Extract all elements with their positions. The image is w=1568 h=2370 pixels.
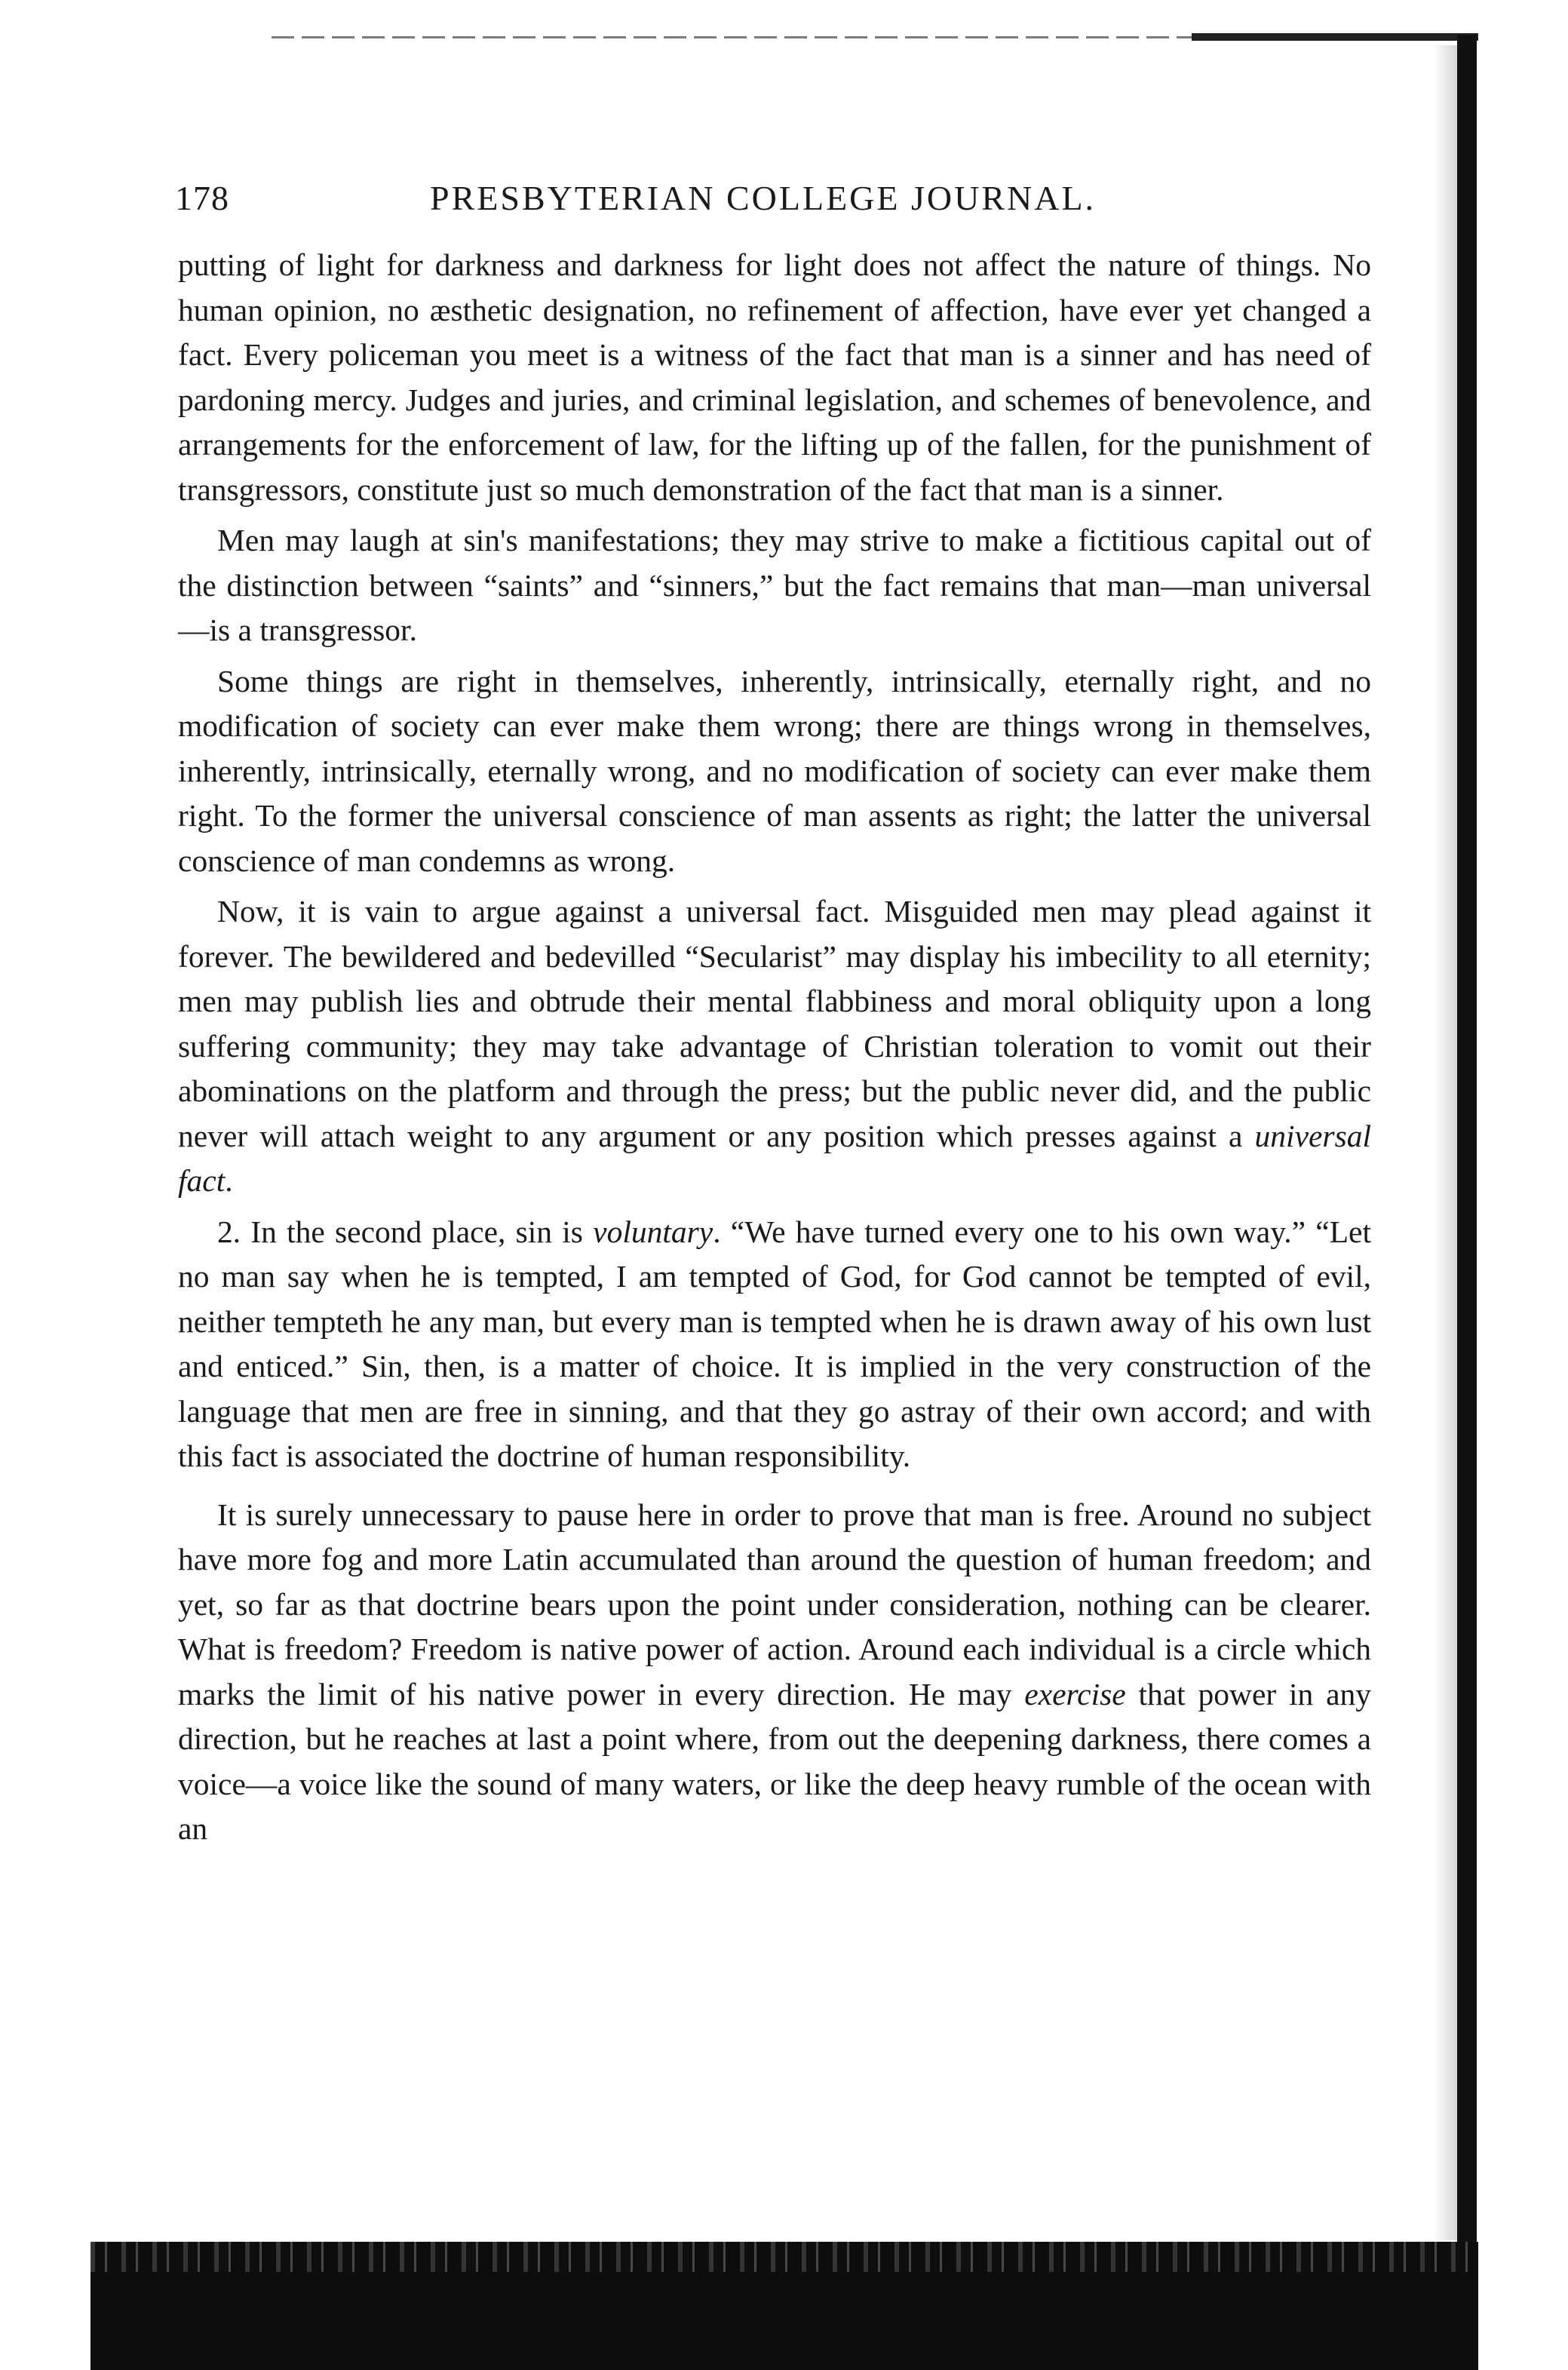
running-header [175, 178, 1442, 223]
paragraph-text: . [225, 1163, 233, 1198]
article-body [178, 243, 1371, 1852]
paragraph [178, 659, 1371, 884]
emphasis-text: voluntary [593, 1214, 713, 1249]
emphasis-text: exercise [1024, 1676, 1126, 1711]
paragraph [178, 518, 1371, 653]
scan-top-edge-shadow [1192, 33, 1478, 41]
paragraph-text: Men may laugh at sin's manifestations; they may strive to make a fictitious capital out of the distinction between “saints” and “sinners,” but the fact remains that man—man universal—is a transgressor. [178, 523, 1371, 647]
scan-right-edge-bar [1457, 35, 1477, 2245]
paragraph-text: . “We have turned every one to his own way.” “Let no man say when he is tempted, I am tempted of God, for God cannot be tempted of evil, neither tempteth he any man, but every man is tempted when he is drawn away of his own lust and enticed.” Sin, then, is a matter of choice. It is implied in the very construction of the language that men are free in sinning, and that they go astray of their own accord; and with this fact is associated the doctrine of human responsibility. [178, 1214, 1371, 1473]
paragraph [178, 1493, 1371, 1852]
paragraph-text: It is surely unnecessary to pause here in order to prove that man is free. Around no subject have more fog and more Latin accumulated than around the question of human freedom; and yet, so far as that doctrine bears upon the point under consideration, nothing can be clearer. What is freedom? Freedom is native power of action. Around each individual is a circle which marks the limit of his native power in every direction. He may [178, 1497, 1371, 1711]
running-head-title: PRESBYTERIAN COLLEGE JOURNAL. [430, 179, 1097, 217]
paragraph-numbered-point [178, 1210, 1371, 1479]
paragraph-text: that power in any direction, but he reaches at last a point where, from out the deepening darkness, there comes a voice—a voice like the sound of many waters, or like the deep heavy rumble of the ocean with an [178, 1676, 1371, 1846]
emphasis-text: universal fact [178, 1118, 1371, 1198]
paragraph-text: Some things are right in themselves, inherently, intrinsically, eternally right, and no modification of society can ever make them wrong; there are things wrong in themselves, inherently, intrinsically, eternally wrong, and no modification of society can ever make them right. To the former the universal conscience of man assents as right; the latter the universal conscience of man condemns as wrong. [178, 663, 1371, 878]
paragraph-text: Now, it is vain to argue against a universal fact. Misguided men may plead against it forever. The bewildered and bedevilled “Secularist” may display his imbecility to all eternity; men may publish lies and obtrude their mental flabbiness and moral obliquity upon a long suffering community; they may take advantage of Christian toleration to vomit out their abominations on the platform and through the press; but the public never did, and the public never will attach weight to any argument or any position which presses against a [178, 894, 1371, 1153]
page-number: 178 [175, 179, 229, 217]
paragraph-text: 2. In the second place, sin is [217, 1214, 594, 1249]
scan-bottom-edge-noise [91, 2242, 1478, 2272]
paragraph-text: putting of light for darkness and darkness for light does not affect the nature of things. No human opinion, no æsthetic designation, no refinement of affection, have ever yet changed a fact. Every policeman you meet is a witness of the fact that man is a sinner and has need of pardoning mercy. Judges and juries, and criminal legislation, and schemes of benevolence, and arrangements for the enforcement of law, for the lifting up of the fallen, for the punishment of transgressors, constitute just so much demonstration of the fact that man is a sinner. [178, 247, 1371, 507]
paragraph-continued [178, 243, 1371, 512]
paragraph [178, 889, 1371, 1204]
scan-right-shadow [1433, 45, 1460, 2240]
